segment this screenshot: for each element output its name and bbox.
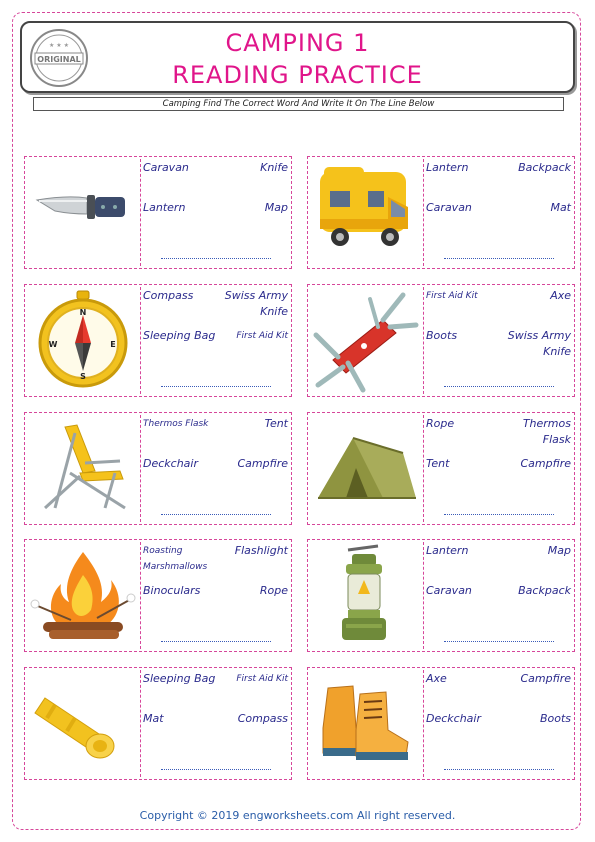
answer-line[interactable] bbox=[444, 769, 554, 770]
option-word[interactable]: First Aid Kit bbox=[236, 674, 288, 684]
answer-line[interactable] bbox=[161, 258, 271, 259]
option-word[interactable]: Caravan bbox=[426, 584, 472, 597]
option-word[interactable]: Lantern bbox=[143, 201, 186, 214]
option-word[interactable]: Thermos Flask bbox=[143, 419, 209, 429]
card-divider bbox=[140, 415, 141, 522]
option-word[interactable]: Map bbox=[264, 201, 288, 214]
option-word[interactable]: Boots bbox=[539, 712, 571, 725]
compass-icon bbox=[25, 285, 140, 396]
option-word[interactable]: Axe bbox=[426, 672, 447, 685]
option-word[interactable]: Backpack bbox=[518, 584, 571, 597]
boots-icon bbox=[308, 668, 423, 779]
card-divider bbox=[423, 159, 424, 266]
option-word[interactable]: Campfire bbox=[237, 457, 288, 470]
card-divider bbox=[423, 542, 424, 649]
svg-text:S: S bbox=[80, 372, 86, 381]
option-word[interactable]: Thermos Flask bbox=[522, 417, 571, 446]
option-word[interactable]: Sleeping Bag bbox=[143, 672, 216, 685]
option-word[interactable]: Rope bbox=[259, 584, 288, 597]
answer-line[interactable] bbox=[161, 514, 271, 515]
option-word[interactable]: Deckchair bbox=[426, 712, 481, 725]
card-divider bbox=[140, 670, 141, 777]
option-word[interactable]: Mat bbox=[143, 712, 164, 725]
question-card bbox=[24, 284, 292, 397]
answer-line[interactable] bbox=[161, 769, 271, 770]
question-card bbox=[307, 667, 575, 780]
option-word[interactable]: Sleeping Bag bbox=[143, 329, 216, 342]
question-card bbox=[24, 539, 292, 652]
card-divider bbox=[423, 415, 424, 522]
option-word[interactable]: Compass bbox=[143, 289, 194, 302]
option-word[interactable]: Backpack bbox=[518, 161, 571, 174]
option-word[interactable]: Flashlight bbox=[234, 544, 288, 557]
option-word[interactable]: Lantern bbox=[426, 161, 469, 174]
option-word[interactable]: Tent bbox=[426, 457, 450, 470]
svg-text:N: N bbox=[79, 308, 87, 317]
option-word[interactable]: Binoculars bbox=[143, 584, 201, 597]
option-word[interactable]: Compass bbox=[237, 712, 288, 725]
answer-line[interactable] bbox=[444, 258, 554, 259]
option-word[interactable]: Campfire bbox=[520, 457, 571, 470]
deckchair-icon bbox=[25, 413, 140, 524]
option-word[interactable]: Deckchair bbox=[143, 457, 198, 470]
option-word[interactable]: Axe bbox=[550, 289, 571, 302]
lantern-icon bbox=[308, 540, 423, 651]
tent-icon bbox=[308, 413, 423, 524]
option-word[interactable]: Tent bbox=[264, 417, 288, 430]
svg-text:★ ★ ★: ★ ★ ★ bbox=[49, 42, 69, 49]
answer-line[interactable] bbox=[444, 514, 554, 515]
answer-line[interactable] bbox=[161, 641, 271, 642]
header bbox=[20, 21, 575, 93]
option-word[interactable]: Rope bbox=[426, 417, 455, 430]
option-word[interactable]: Campfire bbox=[520, 672, 571, 685]
option-word[interactable]: Map bbox=[547, 544, 571, 557]
option-word[interactable]: Boots bbox=[426, 329, 458, 342]
caravan-icon bbox=[308, 157, 423, 268]
card-divider bbox=[423, 670, 424, 777]
question-card bbox=[24, 412, 292, 525]
answer-line[interactable] bbox=[161, 386, 271, 387]
swiss-army-knife-icon bbox=[308, 285, 423, 396]
question-card bbox=[24, 156, 292, 269]
option-word[interactable]: Lantern bbox=[426, 544, 469, 557]
page-title: CAMPING 1 bbox=[225, 29, 370, 57]
card-divider bbox=[140, 542, 141, 649]
card-divider bbox=[140, 287, 141, 394]
card-divider bbox=[140, 159, 141, 266]
question-card bbox=[307, 412, 575, 525]
option-word[interactable]: First Aid Kit bbox=[426, 291, 478, 301]
option-word[interactable]: Caravan bbox=[143, 161, 189, 174]
svg-text:ORIGINAL: ORIGINAL bbox=[37, 55, 81, 64]
option-word[interactable]: Roasting Marshmallows bbox=[143, 546, 208, 572]
knife-icon bbox=[25, 157, 140, 268]
campfire-icon bbox=[25, 540, 140, 651]
option-word[interactable]: Swiss Army Knife bbox=[507, 329, 571, 358]
svg-text:E: E bbox=[110, 340, 116, 349]
svg-text:W: W bbox=[48, 340, 58, 349]
option-word[interactable]: Knife bbox=[260, 161, 288, 174]
option-word[interactable]: Caravan bbox=[426, 201, 472, 214]
mat-icon bbox=[25, 668, 140, 779]
option-word[interactable]: First Aid Kit bbox=[236, 331, 288, 341]
instruction-bar: Camping Find The Correct Word And Write It On The Line Below bbox=[33, 97, 564, 111]
question-card bbox=[307, 284, 575, 397]
page-subtitle: READING PRACTICE bbox=[172, 61, 423, 89]
question-card bbox=[307, 539, 575, 652]
option-word[interactable]: Swiss Army Knife bbox=[224, 289, 288, 318]
copyright-footer: Copyright © 2019 engworksheets.com All right reserved. bbox=[139, 809, 456, 822]
answer-line[interactable] bbox=[444, 386, 554, 387]
question-card bbox=[307, 156, 575, 269]
question-card bbox=[24, 667, 292, 780]
answer-line[interactable] bbox=[444, 641, 554, 642]
card-divider bbox=[423, 287, 424, 394]
option-word[interactable]: Mat bbox=[550, 201, 571, 214]
